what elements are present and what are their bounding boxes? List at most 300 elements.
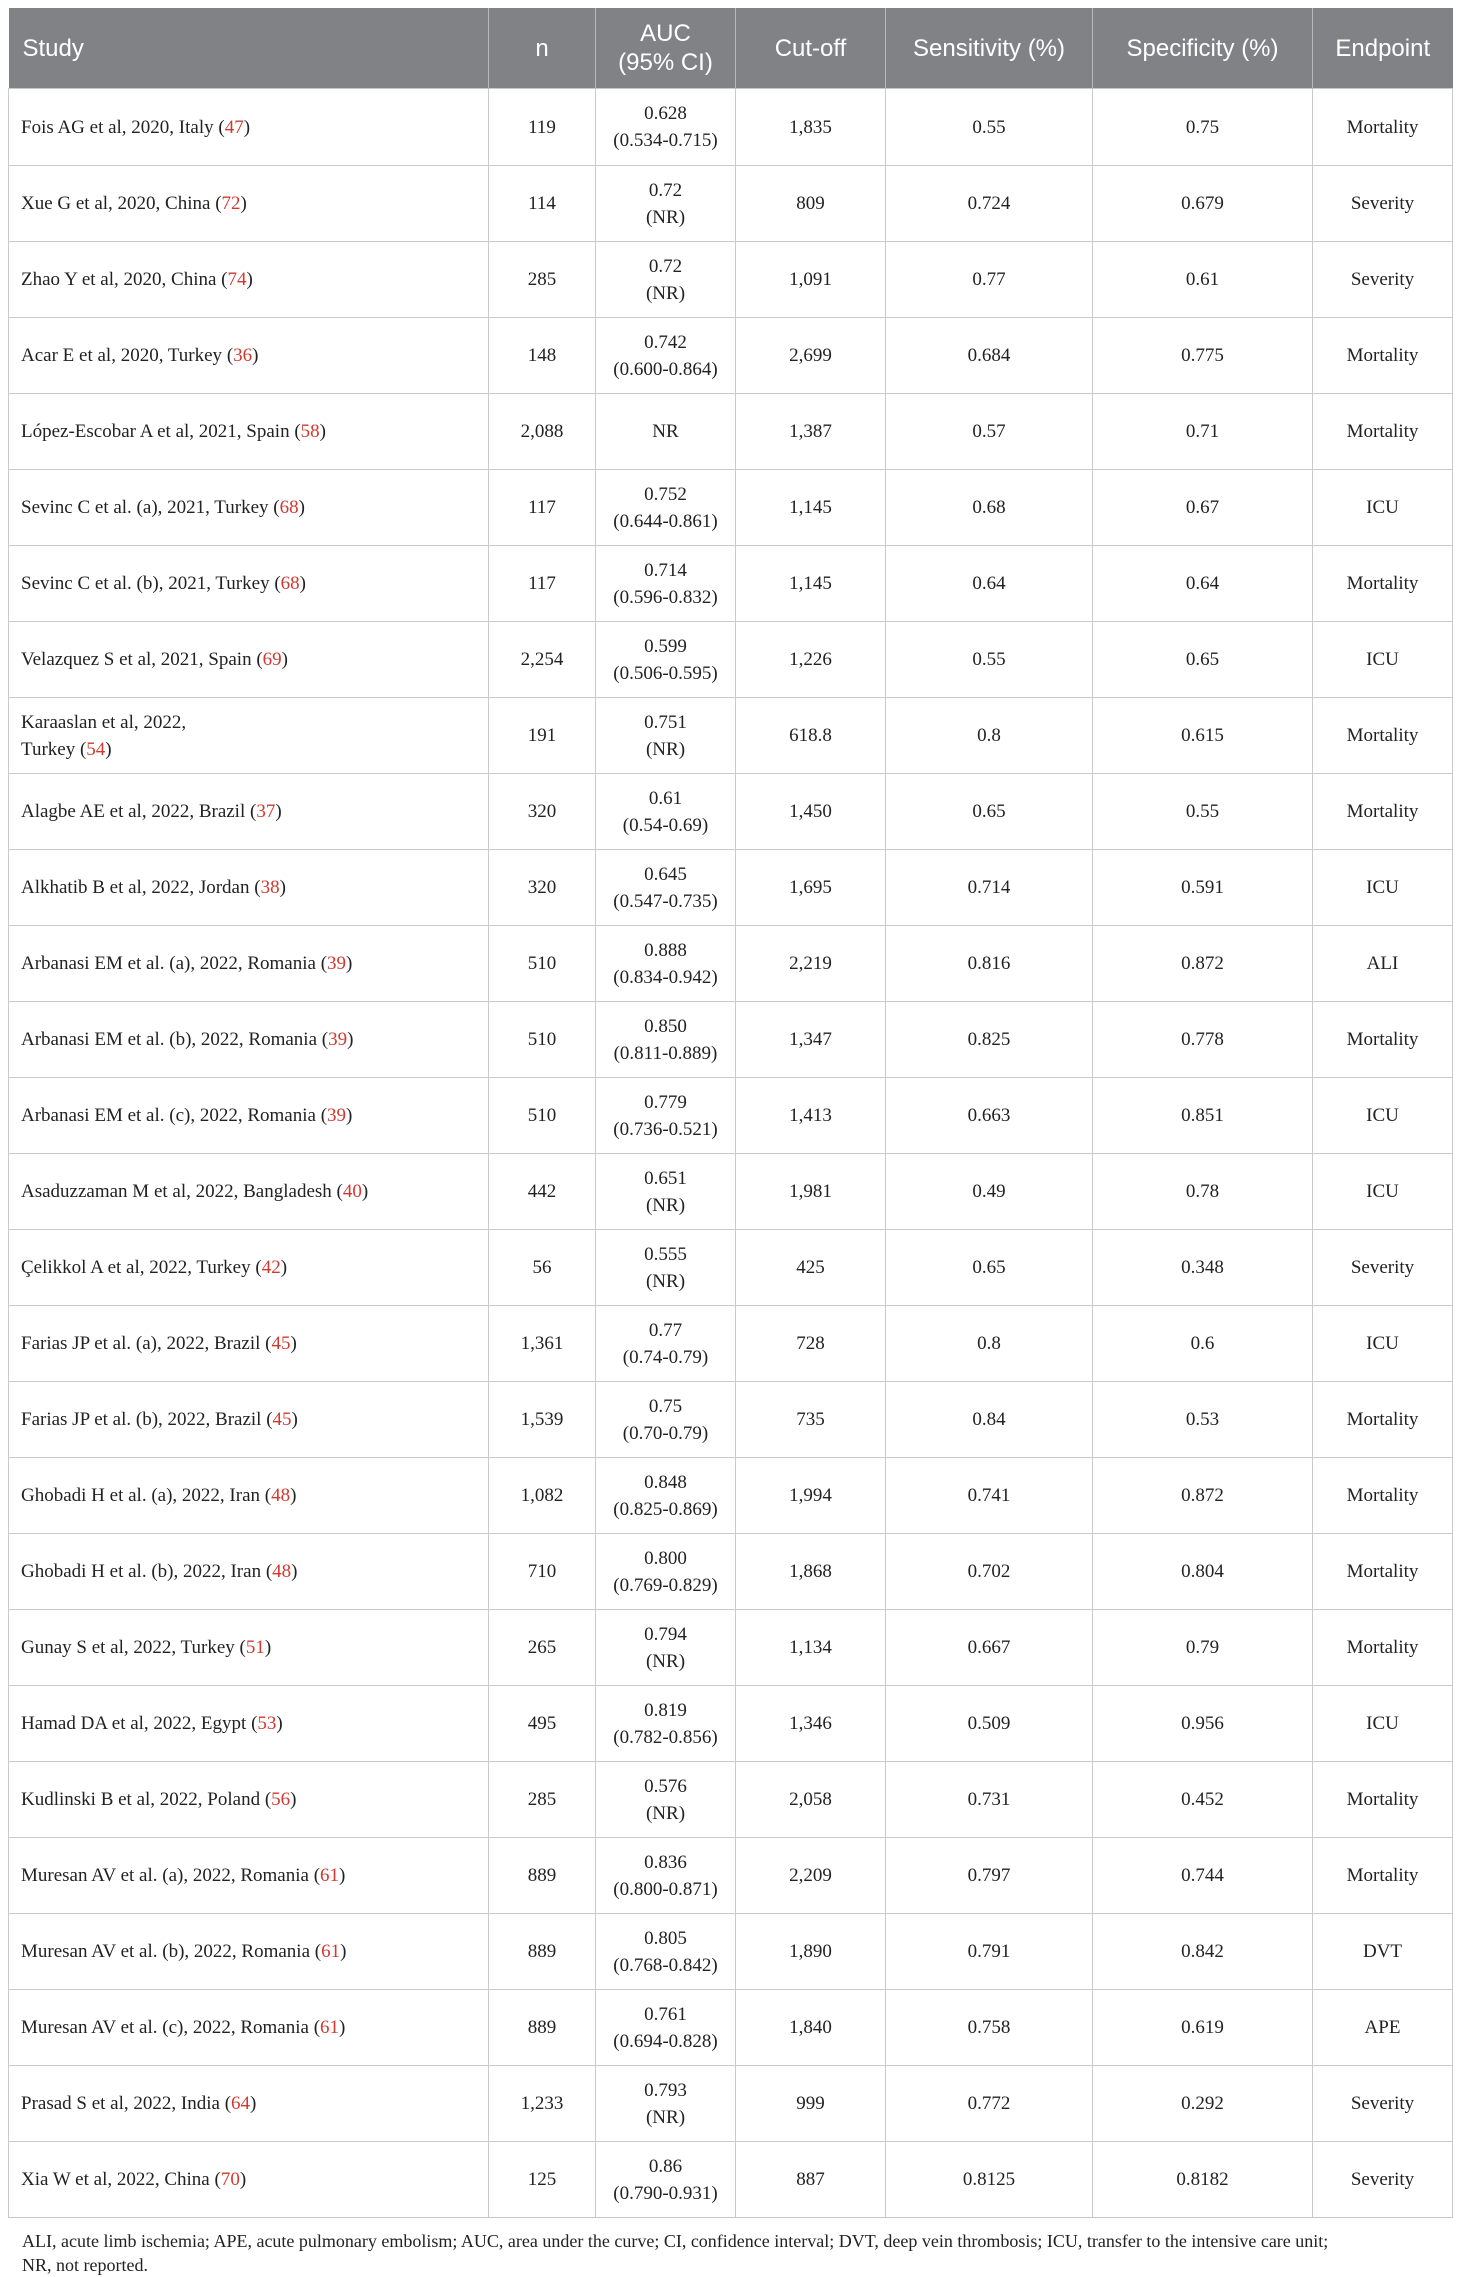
cell-sensitivity: 0.772 <box>886 2066 1093 2142</box>
table-row <box>9 318 1453 394</box>
cell-cutoff: 1,840 <box>736 1990 886 2066</box>
cell-study: Xia W et al, 2022, China (70) <box>9 2142 489 2218</box>
table-row <box>9 2066 1453 2142</box>
table-header <box>9 8 1453 89</box>
cell-specificity: 0.53 <box>1093 1382 1313 1458</box>
study-name: Farias JP et al. (b), 2022, Brazil <box>21 1409 262 1430</box>
auc-value: 0.793 <box>644 2079 687 2101</box>
reference-link[interactable]: 56 <box>271 1789 291 1810</box>
study-name: Prasad S et al, 2022, India <box>21 2093 220 2114</box>
cell-n: 1,233 <box>489 2066 596 2142</box>
cell-study: Ghobadi H et al. (a), 2022, Iran (48) <box>9 1458 489 1534</box>
auc-ci: (0.825-0.869) <box>613 1498 718 1520</box>
cell-n: 265 <box>489 1610 596 1686</box>
study-name: Sevinc C et al. (a), 2021, Turkey <box>21 497 269 518</box>
auc-value: 0.72 <box>648 179 683 201</box>
cell-cutoff: 425 <box>736 1230 886 1306</box>
cell-n: 889 <box>489 1990 596 2066</box>
cell-cutoff: 2,219 <box>736 926 886 1002</box>
cell-auc <box>596 470 736 546</box>
footnote-line-2: NR, not reported. <box>22 2255 148 2275</box>
cell-endpoint: Mortality <box>1313 546 1453 622</box>
reference-link[interactable]: 74 <box>227 269 247 290</box>
cell-endpoint: ICU <box>1313 470 1453 546</box>
cell-auc <box>596 166 736 242</box>
cell-endpoint: Mortality <box>1313 774 1453 850</box>
cell-n: 117 <box>489 470 596 546</box>
cell-auc <box>596 546 736 622</box>
study-name: Alkhatib B et al, 2022, Jordan <box>21 877 250 898</box>
reference-link[interactable]: 45 <box>272 1409 292 1430</box>
reference-link[interactable]: 42 <box>261 1257 281 1278</box>
reference-link[interactable]: 48 <box>271 1485 291 1506</box>
cell-cutoff: 1,145 <box>736 546 886 622</box>
cell-auc <box>596 1990 736 2066</box>
auc-ci: (0.547-0.735) <box>613 890 718 912</box>
cell-auc <box>596 1762 736 1838</box>
cell-study: Alkhatib B et al, 2022, Jordan (38) <box>9 850 489 926</box>
auc-ci: (NR) <box>645 1802 686 1824</box>
auc-value: 0.576 <box>644 1775 687 1797</box>
cell-study: Muresan AV et al. (c), 2022, Romania (61) <box>9 1990 489 2066</box>
auc-ci: (0.769-0.829) <box>613 1574 718 1596</box>
auc-value: NR <box>652 421 679 442</box>
study-name: Ghobadi H et al. (a), 2022, Iran <box>21 1485 261 1506</box>
auc-ci: (0.70-0.79) <box>622 1422 709 1444</box>
cell-n: 117 <box>489 546 596 622</box>
reference-link[interactable]: 38 <box>260 877 280 898</box>
cell-cutoff: 1,145 <box>736 470 886 546</box>
cell-endpoint: Mortality <box>1313 394 1453 470</box>
auc-ci: (0.54-0.69) <box>622 814 709 836</box>
cell-auc <box>596 1154 736 1230</box>
auc-value: 0.751 <box>644 711 687 733</box>
cell-study: López-Escobar A et al, 2021, Spain (58) <box>9 394 489 470</box>
cell-sensitivity: 0.77 <box>886 242 1093 318</box>
cell-auc <box>596 1534 736 1610</box>
auc-ci: (0.790-0.931) <box>613 2182 718 2204</box>
table-row <box>9 1838 1453 1914</box>
reference-link[interactable]: 40 <box>342 1181 362 1202</box>
reference-link[interactable]: 58 <box>300 421 320 442</box>
study-name: Alagbe AE et al, 2022, Brazil <box>21 801 246 822</box>
cell-specificity: 0.778 <box>1093 1002 1313 1078</box>
auc-value: 0.714 <box>644 559 687 581</box>
table-row <box>9 1154 1453 1230</box>
cell-endpoint: Mortality <box>1313 698 1453 774</box>
cell-endpoint: Severity <box>1313 2142 1453 2218</box>
cell-cutoff: 1,981 <box>736 1154 886 1230</box>
study-name-continued: Turkey <box>21 738 76 760</box>
reference-link[interactable]: 37 <box>256 801 276 822</box>
cell-n: 510 <box>489 1002 596 1078</box>
study-name: Velazquez S et al, 2021, Spain <box>21 649 252 670</box>
reference-link[interactable]: 39 <box>327 953 347 974</box>
cell-sensitivity: 0.65 <box>886 1230 1093 1306</box>
cell-n: 510 <box>489 926 596 1002</box>
table-footnote <box>8 2229 1422 2277</box>
cell-n: 285 <box>489 1762 596 1838</box>
table-row <box>9 394 1453 470</box>
reference-link[interactable]: 61 <box>321 1941 341 1962</box>
cell-cutoff: 999 <box>736 2066 886 2142</box>
table-row <box>9 1914 1453 1990</box>
cell-auc <box>596 1610 736 1686</box>
cell-auc <box>596 622 736 698</box>
cell-specificity: 0.591 <box>1093 850 1313 926</box>
table-row <box>9 698 1453 774</box>
cell-sensitivity: 0.724 <box>886 166 1093 242</box>
study-name: Asaduzzaman M et al, 2022, Bangladesh <box>21 1181 332 1202</box>
auc-ci: (0.694-0.828) <box>613 2030 718 2052</box>
cell-cutoff: 1,695 <box>736 850 886 926</box>
cell-specificity: 0.79 <box>1093 1610 1313 1686</box>
cell-auc <box>596 2142 736 2218</box>
cell-endpoint: Severity <box>1313 2066 1453 2142</box>
cell-study: Arbanasi EM et al. (a), 2022, Romania (39) <box>9 926 489 1002</box>
auc-value: 0.805 <box>644 1927 687 1949</box>
cell-sensitivity: 0.797 <box>886 1838 1093 1914</box>
cell-cutoff: 1,890 <box>736 1914 886 1990</box>
auc-value: 0.61 <box>648 787 683 809</box>
studies-table <box>8 8 1453 2218</box>
reference-link[interactable]: 53 <box>257 1713 277 1734</box>
reference-link[interactable]: 61 <box>320 1865 340 1886</box>
study-name: Arbanasi EM et al. (c), 2022, Romania <box>21 1105 316 1126</box>
cell-sensitivity: 0.64 <box>886 546 1093 622</box>
cell-endpoint: Mortality <box>1313 1534 1453 1610</box>
cell-study: Muresan AV et al. (b), 2022, Romania (61) <box>9 1914 489 1990</box>
auc-ci: (0.596-0.832) <box>613 586 718 608</box>
auc-value: 0.628 <box>644 103 687 124</box>
cell-specificity: 0.452 <box>1093 1762 1313 1838</box>
cell-specificity: 0.872 <box>1093 1458 1313 1534</box>
reference-link[interactable]: 64 <box>231 2093 251 2114</box>
cell-cutoff: 728 <box>736 1306 886 1382</box>
header-auc-ci-label: (95% CI) <box>618 49 713 76</box>
reference-link[interactable]: 48 <box>272 1561 292 1582</box>
auc-ci: (0.506-0.595) <box>613 662 718 684</box>
cell-study: Prasad S et al, 2022, India (64) <box>9 2066 489 2142</box>
table-row <box>9 166 1453 242</box>
study-name: Farias JP et al. (a), 2022, Brazil <box>21 1333 261 1354</box>
cell-endpoint: ICU <box>1313 1686 1453 1762</box>
cell-n: 320 <box>489 774 596 850</box>
cell-cutoff: 809 <box>736 166 886 242</box>
cell-study: Arbanasi EM et al. (c), 2022, Romania (39) <box>9 1078 489 1154</box>
cell-auc <box>596 1230 736 1306</box>
cell-n: 510 <box>489 1078 596 1154</box>
cell-cutoff: 735 <box>736 1382 886 1458</box>
auc-value: 0.752 <box>644 483 687 505</box>
auc-value: 0.761 <box>644 2003 687 2025</box>
cell-study: Acar E et al, 2020, Turkey (36) <box>9 318 489 394</box>
reference-link[interactable]: 39 <box>328 1029 348 1050</box>
cell-specificity: 0.71 <box>1093 394 1313 470</box>
cell-specificity: 0.6 <box>1093 1306 1313 1382</box>
cell-study: Fois AG et al, 2020, Italy (47) <box>9 89 489 166</box>
auc-value: 0.651 <box>644 1167 687 1189</box>
cell-auc <box>596 1686 736 1762</box>
auc-ci: (NR) <box>645 282 686 304</box>
header-sensitivity: Sensitivity (%) <box>886 8 1093 89</box>
table-row <box>9 470 1453 546</box>
auc-value: 0.848 <box>644 1471 687 1493</box>
cell-specificity: 0.619 <box>1093 1990 1313 2066</box>
reference-link[interactable]: 68 <box>280 573 300 594</box>
cell-auc <box>596 1078 736 1154</box>
cell-auc <box>596 1002 736 1078</box>
cell-n: 285 <box>489 242 596 318</box>
reference-link[interactable]: 51 <box>245 1637 265 1658</box>
cell-specificity: 0.65 <box>1093 622 1313 698</box>
study-name: Muresan AV et al. (a), 2022, Romania <box>21 1865 309 1886</box>
reference-link[interactable]: 69 <box>262 649 282 670</box>
cell-auc <box>596 698 736 774</box>
cell-sensitivity: 0.758 <box>886 1990 1093 2066</box>
cell-cutoff: 1,346 <box>736 1686 886 1762</box>
cell-endpoint: ICU <box>1313 1078 1453 1154</box>
cell-cutoff: 1,994 <box>736 1458 886 1534</box>
table-row <box>9 1078 1453 1154</box>
header-endpoint: Endpoint <box>1313 8 1453 89</box>
cell-cutoff: 1,134 <box>736 1610 886 1686</box>
cell-sensitivity: 0.702 <box>886 1534 1093 1610</box>
reference-link[interactable]: 47 <box>224 116 244 138</box>
table-row <box>9 774 1453 850</box>
study-name: Çelikkol A et al, 2022, Turkey <box>21 1257 251 1278</box>
reference-link[interactable]: 72 <box>221 193 241 214</box>
cell-study: Muresan AV et al. (a), 2022, Romania (61) <box>9 1838 489 1914</box>
cell-n: 148 <box>489 318 596 394</box>
header-cutoff: Cut-off <box>736 8 886 89</box>
auc-ci: (NR) <box>645 1650 686 1672</box>
auc-value: 0.779 <box>644 1091 687 1113</box>
auc-value: 0.742 <box>644 331 687 353</box>
cell-n: 125 <box>489 2142 596 2218</box>
cell-endpoint: ICU <box>1313 1154 1453 1230</box>
cell-specificity: 0.292 <box>1093 2066 1313 2142</box>
study-name: López-Escobar A et al, 2021, Spain <box>21 421 290 442</box>
cell-cutoff: 2,699 <box>736 318 886 394</box>
study-name: Arbanasi EM et al. (b), 2022, Romania <box>21 1029 318 1050</box>
cell-study: Arbanasi EM et al. (b), 2022, Romania (39) <box>9 1002 489 1078</box>
cell-endpoint: ICU <box>1313 622 1453 698</box>
cell-endpoint: Mortality <box>1313 1458 1453 1534</box>
cell-sensitivity: 0.8 <box>886 698 1093 774</box>
table-row <box>9 89 1453 166</box>
reference-link[interactable]: 61 <box>320 2017 340 2038</box>
cell-study: Sevinc C et al. (b), 2021, Turkey (68) <box>9 546 489 622</box>
cell-endpoint: Mortality <box>1313 89 1453 166</box>
cell-specificity: 0.348 <box>1093 1230 1313 1306</box>
table-row <box>9 1610 1453 1686</box>
header-auc-label: AUC <box>640 20 691 47</box>
cell-n: 442 <box>489 1154 596 1230</box>
cell-cutoff: 1,835 <box>736 89 886 166</box>
cell-cutoff: 2,209 <box>736 1838 886 1914</box>
cell-sensitivity: 0.55 <box>886 89 1093 166</box>
cell-cutoff: 1,347 <box>736 1002 886 1078</box>
study-name: Xia W et al, 2022, China <box>21 2169 210 2190</box>
cell-cutoff: 1,091 <box>736 242 886 318</box>
auc-ci: (0.782-0.856) <box>613 1726 718 1748</box>
reference-link[interactable]: 39 <box>327 1105 347 1126</box>
study-name: Karaaslan et al, 2022, <box>21 711 187 733</box>
cell-specificity: 0.8182 <box>1093 2142 1313 2218</box>
cell-endpoint: Mortality <box>1313 318 1453 394</box>
cell-sensitivity: 0.57 <box>886 394 1093 470</box>
study-name: Hamad DA et al, 2022, Egypt <box>21 1713 247 1734</box>
cell-sensitivity: 0.684 <box>886 318 1093 394</box>
table-wrapper <box>8 8 1452 2277</box>
cell-auc <box>596 2066 736 2142</box>
auc-value: 0.75 <box>648 1395 683 1417</box>
reference-link[interactable]: 54 <box>86 738 106 760</box>
header-auc <box>596 8 736 89</box>
cell-endpoint: DVT <box>1313 1914 1453 1990</box>
study-name: Ghobadi H et al. (b), 2022, Iran <box>21 1561 262 1582</box>
cell-sensitivity: 0.55 <box>886 622 1093 698</box>
table-row <box>9 546 1453 622</box>
cell-endpoint: Severity <box>1313 242 1453 318</box>
cell-n: 119 <box>489 89 596 166</box>
auc-value: 0.888 <box>644 939 687 961</box>
cell-sensitivity: 0.741 <box>886 1458 1093 1534</box>
cell-study: Zhao Y et al, 2020, China (74) <box>9 242 489 318</box>
study-name: Zhao Y et al, 2020, China <box>21 269 217 290</box>
cell-specificity: 0.872 <box>1093 926 1313 1002</box>
table-row <box>9 926 1453 1002</box>
cell-endpoint: Mortality <box>1313 1762 1453 1838</box>
auc-value: 0.555 <box>644 1243 687 1265</box>
auc-value: 0.800 <box>644 1547 687 1569</box>
cell-auc <box>596 926 736 1002</box>
auc-ci: (0.768-0.842) <box>613 1954 718 1976</box>
cell-sensitivity: 0.663 <box>886 1078 1093 1154</box>
cell-specificity: 0.615 <box>1093 698 1313 774</box>
table-row <box>9 1990 1453 2066</box>
cell-n: 320 <box>489 850 596 926</box>
cell-sensitivity: 0.667 <box>886 1610 1093 1686</box>
cell-auc <box>596 318 736 394</box>
auc-value: 0.599 <box>644 635 687 657</box>
study-name: Gunay S et al, 2022, Turkey <box>21 1637 235 1658</box>
cell-cutoff: 1,450 <box>736 774 886 850</box>
cell-study: Farias JP et al. (a), 2022, Brazil (45) <box>9 1306 489 1382</box>
reference-link[interactable]: 70 <box>220 2169 240 2190</box>
cell-n: 889 <box>489 1914 596 1990</box>
table-row <box>9 1762 1453 1838</box>
cell-endpoint: Severity <box>1313 1230 1453 1306</box>
cell-n: 1,361 <box>489 1306 596 1382</box>
cell-sensitivity: 0.509 <box>886 1686 1093 1762</box>
study-name: Sevinc C et al. (b), 2021, Turkey <box>21 573 270 594</box>
header-n: n <box>489 8 596 89</box>
cell-endpoint: ALI <box>1313 926 1453 1002</box>
table-row <box>9 2142 1453 2218</box>
reference-link[interactable]: 36 <box>233 345 253 366</box>
cell-study: Velazquez S et al, 2021, Spain (69) <box>9 622 489 698</box>
auc-ci: (0.811-0.889) <box>613 1042 718 1064</box>
cell-auc <box>596 1458 736 1534</box>
cell-endpoint: APE <box>1313 1990 1453 2066</box>
cell-sensitivity: 0.8125 <box>886 2142 1093 2218</box>
reference-link[interactable]: 68 <box>279 497 299 518</box>
auc-value: 0.850 <box>644 1015 687 1037</box>
cell-n: 889 <box>489 1838 596 1914</box>
cell-n: 2,088 <box>489 394 596 470</box>
header-specificity: Specificity (%) <box>1093 8 1313 89</box>
study-name: Acar E et al, 2020, Turkey <box>21 345 223 366</box>
cell-specificity: 0.956 <box>1093 1686 1313 1762</box>
auc-ci: (NR) <box>645 738 686 760</box>
cell-study: Gunay S et al, 2022, Turkey (51) <box>9 1610 489 1686</box>
cell-specificity: 0.55 <box>1093 774 1313 850</box>
table-row <box>9 1458 1453 1534</box>
study-name: Muresan AV et al. (b), 2022, Romania <box>21 1941 311 1962</box>
cell-cutoff: 618.8 <box>736 698 886 774</box>
cell-auc <box>596 89 736 166</box>
cell-cutoff: 1,387 <box>736 394 886 470</box>
study-name: Fois AG et al, 2020, Italy <box>21 116 214 138</box>
cell-cutoff: 2,058 <box>736 1762 886 1838</box>
reference-link[interactable]: 45 <box>271 1333 291 1354</box>
cell-study: Kudlinski B et al, 2022, Poland (56) <box>9 1762 489 1838</box>
cell-endpoint: Mortality <box>1313 1382 1453 1458</box>
table-row <box>9 1002 1453 1078</box>
study-name: Muresan AV et al. (c), 2022, Romania <box>21 2017 309 2038</box>
table-row <box>9 1534 1453 1610</box>
cell-auc <box>596 1306 736 1382</box>
cell-study: Xue G et al, 2020, China (72) <box>9 166 489 242</box>
cell-n: 1,082 <box>489 1458 596 1534</box>
cell-study: Karaaslan et al, 2022, Turkey (54) <box>9 698 489 774</box>
cell-endpoint: Mortality <box>1313 1002 1453 1078</box>
cell-auc <box>596 394 736 470</box>
auc-value: 0.86 <box>648 2155 683 2177</box>
cell-sensitivity: 0.68 <box>886 470 1093 546</box>
header-row <box>9 8 1453 89</box>
auc-value: 0.794 <box>644 1623 687 1645</box>
study-name: Arbanasi EM et al. (a), 2022, Romania <box>21 953 316 974</box>
cell-endpoint: Mortality <box>1313 1838 1453 1914</box>
cell-n: 2,254 <box>489 622 596 698</box>
cell-cutoff: 1,226 <box>736 622 886 698</box>
cell-sensitivity: 0.791 <box>886 1914 1093 1990</box>
cell-specificity: 0.804 <box>1093 1534 1313 1610</box>
cell-specificity: 0.67 <box>1093 470 1313 546</box>
cell-study: Ghobadi H et al. (b), 2022, Iran (48) <box>9 1534 489 1610</box>
cell-specificity: 0.679 <box>1093 166 1313 242</box>
table-row <box>9 1306 1453 1382</box>
cell-auc <box>596 242 736 318</box>
cell-study: Sevinc C et al. (a), 2021, Turkey (68) <box>9 470 489 546</box>
table-row <box>9 1382 1453 1458</box>
cell-sensitivity: 0.731 <box>886 1762 1093 1838</box>
cell-sensitivity: 0.84 <box>886 1382 1093 1458</box>
cell-specificity: 0.775 <box>1093 318 1313 394</box>
cell-cutoff: 1,413 <box>736 1078 886 1154</box>
table-row <box>9 850 1453 926</box>
cell-endpoint: ICU <box>1313 1306 1453 1382</box>
cell-endpoint: Mortality <box>1313 1610 1453 1686</box>
cell-specificity: 0.61 <box>1093 242 1313 318</box>
cell-auc <box>596 1382 736 1458</box>
cell-specificity: 0.64 <box>1093 546 1313 622</box>
cell-auc <box>596 1838 736 1914</box>
cell-study: Hamad DA et al, 2022, Egypt (53) <box>9 1686 489 1762</box>
